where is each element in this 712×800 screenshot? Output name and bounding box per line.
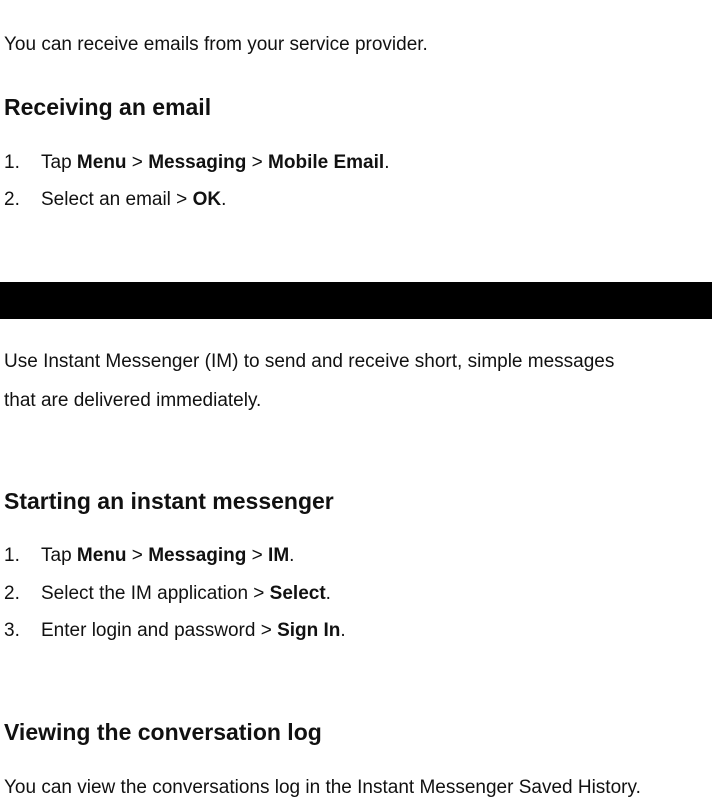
step-number: 3. [4,620,20,641]
select-label: Select [269,583,326,604]
receiving-step-2 [4,189,226,211]
period: . [325,583,331,604]
viewing-text: You can view the conversations log in the Instant Messenger Saved History. [4,777,641,798]
step-text: Tap [41,152,77,173]
step-text: Select the IM application > [41,583,270,604]
menu-label: Menu [76,545,127,566]
receiving-step-1 [4,152,389,174]
separator: > [126,152,149,173]
messaging-label: Messaging [148,545,247,566]
mobile-email-label: Mobile Email [268,152,385,173]
period: . [221,189,227,210]
starting-step-1 [4,545,294,567]
viewing-heading: Viewing the conversation log [4,719,322,745]
step-text: Tap [41,545,77,566]
step-text: Enter login and password > [41,620,278,641]
period: . [340,620,346,641]
period: . [289,545,295,566]
im-intro-line-2: that are delivered immediately. [4,390,262,411]
period: . [384,152,390,173]
step-number: 1. [4,545,20,566]
menu-label: Menu [76,152,127,173]
im-intro-line-1: Use Instant Messenger (IM) to send and receive short, simple messages [4,351,615,372]
step-number: 2. [4,583,20,604]
separator: > [126,545,149,566]
intro-text: You can receive emails from your service provider. [4,34,428,55]
step-text: Select an email > [41,189,193,210]
section-header-bar [0,282,712,319]
im-label: IM [268,545,290,566]
separator: > [246,545,269,566]
starting-step-3 [4,620,346,642]
sign-in-label: Sign In [277,620,341,641]
starting-heading: Starting an instant messenger [4,488,334,514]
step-number: 1. [4,152,20,173]
separator: > [246,152,269,173]
ok-label: OK [192,189,222,210]
receiving-heading: Receiving an email [4,94,212,120]
messaging-label: Messaging [148,152,247,173]
starting-step-2 [4,583,331,605]
step-number: 2. [4,189,20,210]
